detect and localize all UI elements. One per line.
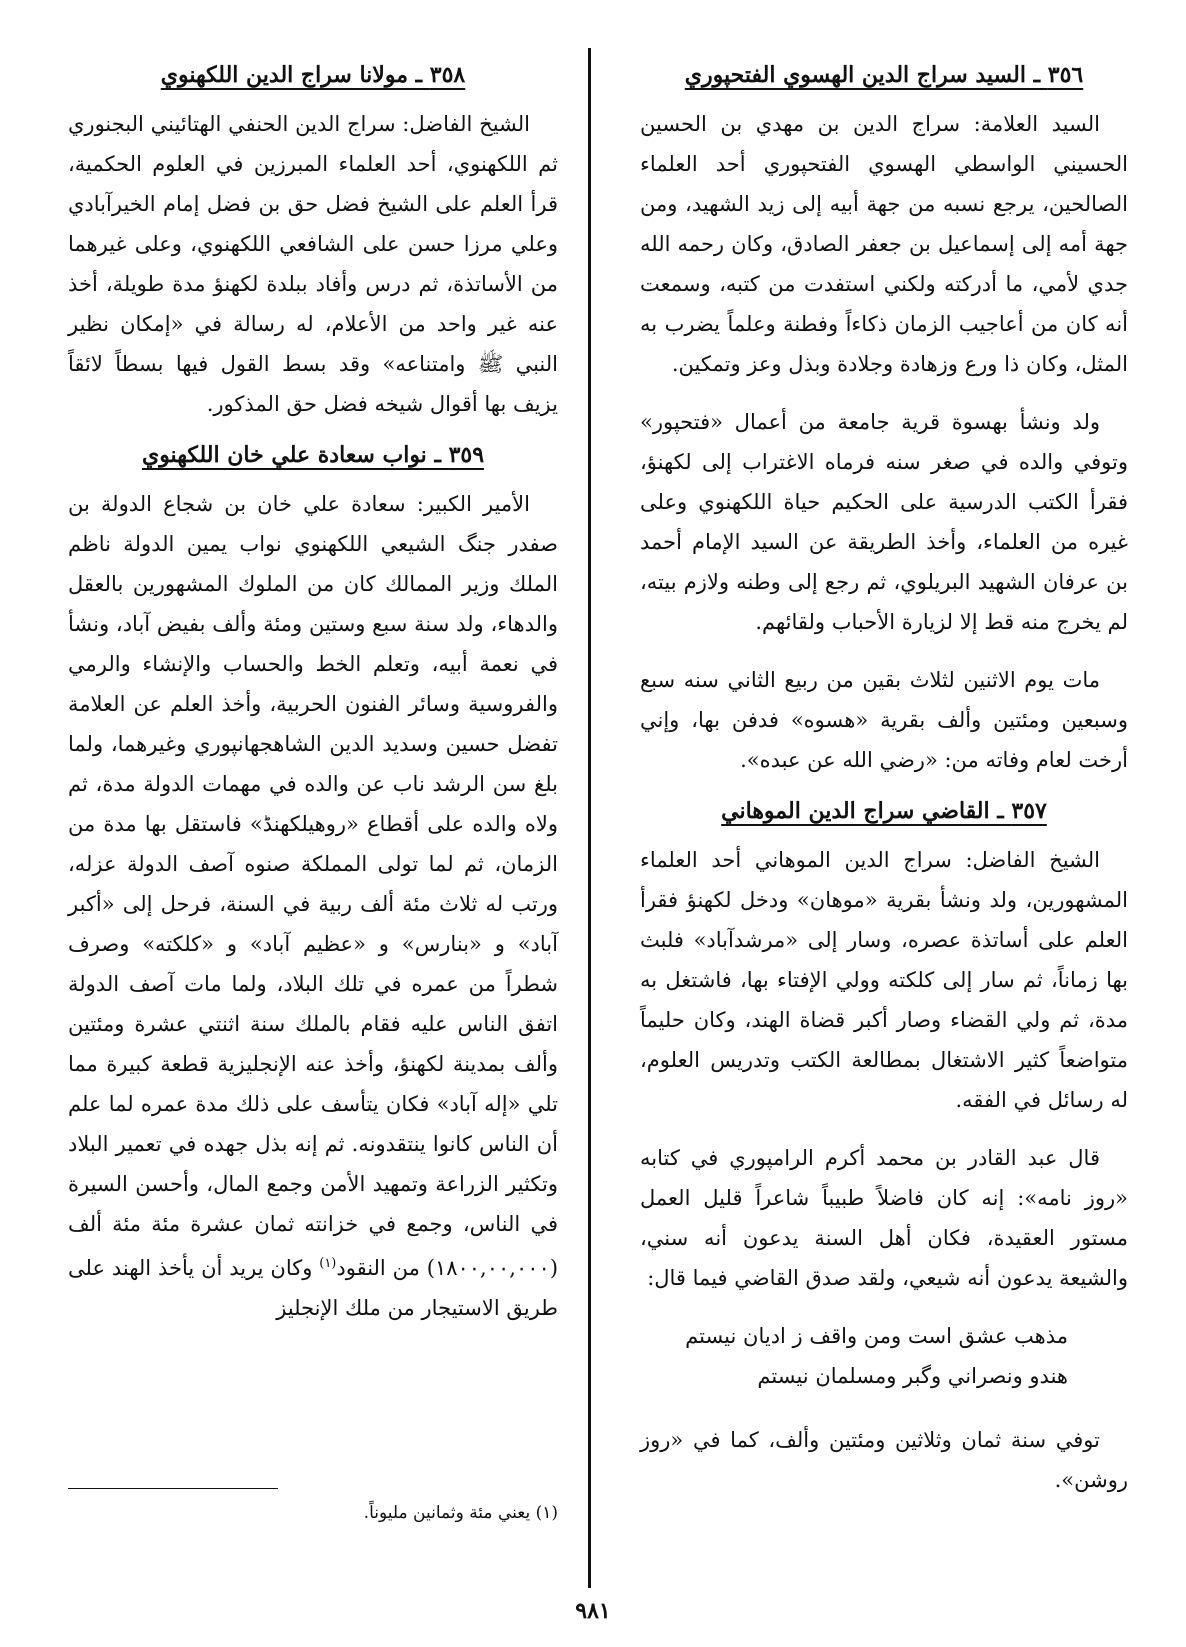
entry-358-title: ٣٥٨ ـ مولانا سراج الدين اللكهنوي (160, 62, 466, 88)
entry-358-paragraph-1: الشيخ الفاضل: سراج الدين الحنفي الهتائيني البجنوري ثم اللكهنوي، أحد العلماء المبرزين في العلوم الحكمية، قرأ العلم على الشيخ فضل حق بن فضل إمام الخيرآبادي وعلي مرزا حسن على الشافعي اللكهنوي، وعلى غيرهما من الأساتذة، ثم درس وأفاد ببلدة لكهنؤ مدة طويلة، أخذ عنه غير واحد من الأعلام، له رسالة في «إمكان نظير النبي ﷺ وامتناعه» وقد بسط القول فيها بسطاً لائقاً يزيف بها أقوال شيخه فضل حق المذكور. (68, 112, 558, 416)
entry-359-paragraph-1 (68, 484, 558, 1328)
entry-357-paragraph-3: توفي سنة ثمان وثلاثين ومئتين وألف، كما في «روز روشن». (640, 1428, 1128, 1492)
entry-357-paragraph-2: قال عبد القادر بن محمد أكرم الرامپوري في كتابه «روز نامه»: إنه كان فاضلاً طبيباً شاعراً قليل العمل مستور العقيدة، فكان أهل السنة يدعون أنه سني، والشيعة يدعون أنه شيعي، ولقد صدق القاضي فيما قال: (640, 1146, 1128, 1290)
footnote: (١) يعني مئة وثمانين مليوناً. (363, 1503, 558, 1523)
entry-357-paragraph-1: الشيخ الفاضل: سراج الدين الموهاني أحد العلماء المشهورين، ولد ونشأ بقرية «موهان» ودخل لكهنؤ فقرأ العلم على أساتذة عصره، وسار إلى «مرشدآباد» فلبث بها زماناً، ثم سار إلى كلكته وولي الإفتاء بها، فاشتغل به مدة، ثم ولي القضاء وصار أكبر قضاة الهند، وكان حليماً متواضعاً كثير الاشتغال بمطالعة الكتب وتدريس العلوم، له رسائل في الفقه. (640, 848, 1129, 1112)
left-column (68, 48, 558, 1346)
persian-verse-line-1: مذهب عشق است ومن واقف ز اديان نيستم (685, 1324, 1068, 1348)
entry-359-title: ٣٥٩ ـ نواب سعادة علي خان اللكهنوي (141, 442, 485, 468)
right-column (640, 48, 1128, 1518)
entry-359-text-end: وكان يريد أن يأخذ الهند على طريق الاستيجار من ملك الإنجليز (68, 1256, 558, 1320)
persian-verse-line-2: هندو ونصراني وگبر ومسلمان نيستم (757, 1364, 1068, 1388)
footnote-divider (68, 1488, 278, 1489)
entry-359-text: الأمير الكبير: سعادة علي خان بن شجاع الدولة بن صفدر جنگ الشيعي اللكهنوي نواب يمين الدولة ناظم الملك وزير الممالك كان من الملوك المشهورين بالعقل والدهاء، ولد سنة سبع وستين ومئة وألف بفيض آباد، ونشأ في نعمة أبيه، وتعلم الخط والحساب والإنشاء والرمي والفروسية وسائر الفنون الحربية، وأخذ العلم عن العلامة تفضل حسين وسديد الدين الشاهجهانپوري وغيرهما، ولما بلغ سن الرشد ناب عن والده في مهمات الدولة مدة، ثم ولاه والده على أقطاع «روهيلكهنڈ» فاستقل بها مدة من الزمان، ثم لما تولى المملكة صنوه آصف الدولة عزله، ورتب له ثلاث مئة ألف ربية في السنة، فرحل إلى «أكبر آباد» و «بنارس» و «عظيم آباد» و «كلكته» وصرف شطراً من عمره في تلك البلاد، ولما مات آصف الدولة اتفق الناس عليه فقام بالملك سنة اثنتي عشرة ومئتين وألف بمدينة لكهنؤ، وأخذ عنه الإنجليزية قطعة كبيرة مما تلي «إله آباد» فكان يتأسف على ذلك مدة عمره لما علم أن الناس كانوا ينتقدونه. ثم إنه بذل جهده في تعمير البلاد وتكثير الزراعة وتمهيد الأمن وجمع المال، وأحسن السيرة في الناس، وجمع في خزانته ثمان عشرة مئة مئة ألف (١٨٠٠,٠٠,٠٠٠) من النقود (68, 492, 559, 1280)
page-number: ٩٨١ (575, 1598, 611, 1624)
entry-356-paragraph-3: مات يوم الاثنين لثلاث بقين من ربيع الثاني سنه سبع وسبعين ومئتين وألف بقرية «هسوه» فدفن بها، وإني أرخت لعام وفاته من: «رضي الله عن عبده». (640, 668, 1128, 772)
column-divider (588, 48, 591, 1588)
entry-357-title: ٣٥٧ ـ القاضي سراج الدين الموهاني (721, 798, 1047, 824)
entry-356-title: ٣٥٦ ـ السيد سراج الدين الهسوي الفتحپوري (684, 62, 1084, 88)
footnote-reference: (١) (319, 1256, 337, 1271)
entry-356-paragraph-1: السيد العلامة: سراج الدين بن مهدي بن الحسين الحسيني الواسطي الهسوي الفتحپوري أحد العلماء الصالحين، يرجع نسبه من جهة أبيه إلى زيد الشهيد، ومن جهة أمه إلى إسماعيل بن جعفر الصادق، وكان رحمه الله جدي لأمي، ما أدركته ولكني استفدت من كتبه، وسمعت أنه كان من أعاجيب الزمان ذكاءاً وفطنة وعلماً يضرب به المثل، وكان ذا ورع وزهادة وجلادة وبذل وعز وتمكين. (640, 112, 1128, 376)
entry-356-paragraph-2: ولد ونشأ بهسوة قرية جامعة من أعمال «فتحپور» وتوفي والده في صغر سنه فرماه الاغتراب إلى لكهنؤ، فقرأ الكتب الدرسية على الحكيم حياة اللكهنوي وعلى غيره من العلماء، وأخذ الطريقة عن السيد الإمام أحمد بن عرفان الشهيد البريلوي، ثم رجع إلى وطنه ولازم بيته، لم يخرج منه قط إلا لزيارة الأحباب ولقائهم. (640, 410, 1128, 634)
